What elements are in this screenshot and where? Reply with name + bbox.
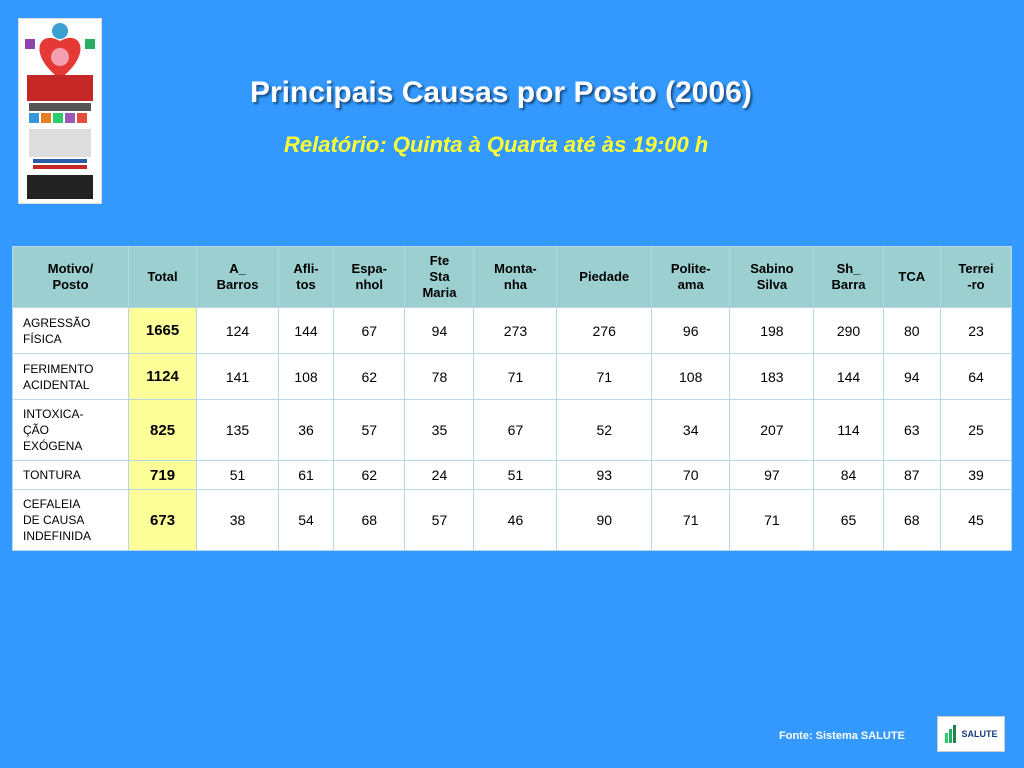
table-cell: 78 — [405, 354, 474, 400]
causes-table — [12, 246, 1012, 551]
col-header: Total — [129, 247, 197, 308]
col-header: Piedade — [557, 247, 652, 308]
table-cell: 71 — [652, 490, 730, 551]
table-cell: 67 — [474, 400, 557, 461]
table-cell: 67 — [334, 308, 405, 354]
table-cell: 68 — [883, 490, 940, 551]
col-header: Sh_ Barra — [814, 247, 883, 308]
table-cell: 135 — [197, 400, 279, 461]
table-cell: 114 — [814, 400, 883, 461]
table-cell: 36 — [278, 400, 333, 461]
table-cell: 273 — [474, 308, 557, 354]
table-cell: 183 — [730, 354, 814, 400]
table-cell: 90 — [557, 490, 652, 551]
table-cell: 96 — [652, 308, 730, 354]
table-cell: 34 — [652, 400, 730, 461]
table-cell: 87 — [883, 461, 940, 490]
table-cell: 94 — [405, 308, 474, 354]
row-motivo: TONTURA — [13, 461, 129, 490]
report-subtitle: Relatório: Quinta à Quarta até às 19:00 h — [284, 132, 709, 157]
salute-logo — [937, 716, 1005, 752]
table-row — [13, 354, 1012, 400]
table-cell: 54 — [278, 490, 333, 551]
row-total: 1124 — [129, 354, 197, 400]
carnaval-logo-graphic — [19, 19, 101, 203]
table-cell: 124 — [197, 308, 279, 354]
table-cell: 23 — [940, 308, 1011, 354]
table-header-row — [13, 247, 1012, 308]
page-title: Principais Causas por Posto (2006) — [250, 76, 752, 109]
salute-logo-icon — [945, 725, 959, 743]
salute-logo-text: SALUTE — [961, 729, 998, 739]
table-cell: 51 — [197, 461, 279, 490]
table-cell: 57 — [405, 490, 474, 551]
table-cell: 71 — [557, 354, 652, 400]
col-header: A_ Barros — [197, 247, 279, 308]
table-cell: 62 — [334, 461, 405, 490]
table-cell: 108 — [652, 354, 730, 400]
table-cell: 61 — [278, 461, 333, 490]
source-note: Fonte: Sistema SALUTE — [779, 730, 905, 742]
table-row — [13, 461, 1012, 490]
table-cell: 38 — [197, 490, 279, 551]
table-cell: 70 — [652, 461, 730, 490]
table-cell: 45 — [940, 490, 1011, 551]
col-header: Polite- ama — [652, 247, 730, 308]
row-total: 673 — [129, 490, 197, 551]
table-cell: 84 — [814, 461, 883, 490]
table-cell: 108 — [278, 354, 333, 400]
row-total: 719 — [129, 461, 197, 490]
table-cell: 39 — [940, 461, 1011, 490]
table-cell: 141 — [197, 354, 279, 400]
table-cell: 80 — [883, 308, 940, 354]
col-header: TCA — [883, 247, 940, 308]
col-header: Monta- nha — [474, 247, 557, 308]
table-row — [13, 308, 1012, 354]
col-header: Afli- tos — [278, 247, 333, 308]
col-header: Motivo/ Posto — [13, 247, 129, 308]
col-header: Sabino Silva — [730, 247, 814, 308]
table-cell: 25 — [940, 400, 1011, 461]
table-cell: 144 — [278, 308, 333, 354]
table-cell: 97 — [730, 461, 814, 490]
table-row — [13, 400, 1012, 461]
table-cell: 93 — [557, 461, 652, 490]
table-cell: 68 — [334, 490, 405, 551]
col-header: Fte Sta Maria — [405, 247, 474, 308]
table-cell: 207 — [730, 400, 814, 461]
table-cell: 51 — [474, 461, 557, 490]
row-motivo: FERIMENTO ACIDENTAL — [13, 354, 129, 400]
col-header: Terrei -ro — [940, 247, 1011, 308]
table-cell: 71 — [474, 354, 557, 400]
table-cell: 94 — [883, 354, 940, 400]
row-motivo: AGRESSÃO FÍSICA — [13, 308, 129, 354]
table-cell: 64 — [940, 354, 1011, 400]
table-cell: 276 — [557, 308, 652, 354]
table-cell: 144 — [814, 354, 883, 400]
col-header: Espa- nhol — [334, 247, 405, 308]
table-cell: 57 — [334, 400, 405, 461]
table-cell: 198 — [730, 308, 814, 354]
table-cell: 24 — [405, 461, 474, 490]
carnaval-logo — [18, 18, 102, 204]
table-cell: 63 — [883, 400, 940, 461]
table-cell: 290 — [814, 308, 883, 354]
table-cell: 52 — [557, 400, 652, 461]
row-total: 825 — [129, 400, 197, 461]
table-cell: 46 — [474, 490, 557, 551]
table-row — [13, 490, 1012, 551]
row-motivo: CEFALEIA DE CAUSA INDEFINIDA — [13, 490, 129, 551]
row-total: 1665 — [129, 308, 197, 354]
table-cell: 65 — [814, 490, 883, 551]
row-motivo: INTOXICA- ÇÃO EXÓGENA — [13, 400, 129, 461]
table-cell: 71 — [730, 490, 814, 551]
table-cell: 35 — [405, 400, 474, 461]
table-cell: 62 — [334, 354, 405, 400]
